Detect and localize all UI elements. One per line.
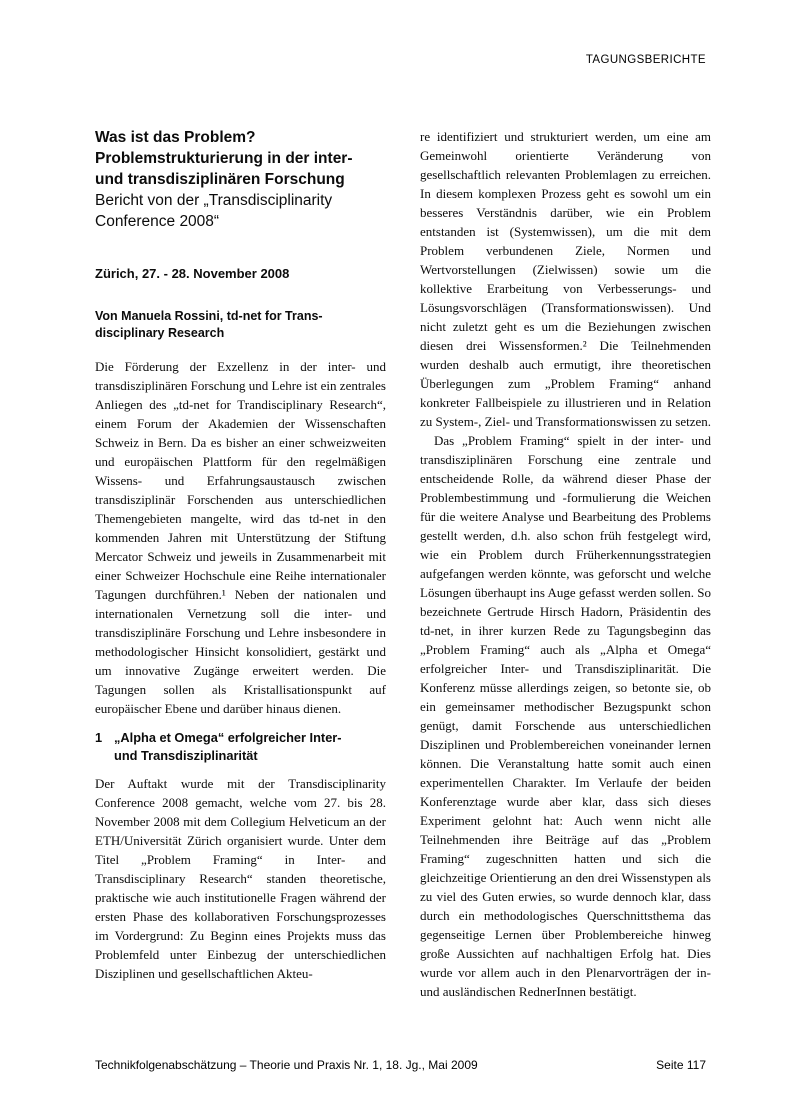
article-subtitle: Bericht von der „Transdisciplinarity Conference 2008“ bbox=[95, 192, 333, 230]
section-heading bbox=[95, 729, 386, 764]
footer-page-number: Seite 117 bbox=[656, 1058, 706, 1072]
intro-paragraph: Die Förderung der Exzellenz in der inter- und transdisziplinären Forschung und Lehre ist ein zentrales Anliegen des „td-net for Trandisciplinary Research“, einem Forum der Akademien der Wissenschaften Schweiz in Bern. Da es bisher an einer schweizweiten und europäischen Plattform für den regelmäßigen Wissens- und Erfahrungsaustausch zwischen transdisziplinär Forschenden aus unterschiedlichen Themengebieten mangelte, wird das td-net in den kommenden Jahren mit Unterstützung der Stiftung Mercator Schweiz und jeweils in Zusammenarbeit mit einer Schweizer Hochschule eine Reihe internationaler Tagungen durchführen.¹ Neben der nationalen und internationalen Vernetzung soll die inter- und transdisziplinäre Forschung und Lehre insbesondere in methodologischer Hinsicht konsolidiert, gestärkt und um innovative Zugänge erweitert werden. Die Tagungen sollen als Kristallisationspunkt auf europäischer Ebene und darüber hinaus dienen. bbox=[95, 359, 386, 716]
right-column bbox=[420, 127, 711, 1001]
page-footer bbox=[95, 1058, 706, 1072]
running-head: TAGUNGSBERICHTE bbox=[585, 54, 706, 66]
section1-paragraph: Der Auftakt wurde mit der Transdisciplinarity Conference 2008 gemacht, welche vom 27. bis 28. November 2008 mit dem Collegium Helveticum an der ETH/Universität Zürich organisiert wurde. Unter dem Titel „Problem Framing“ in Inter- and Transdisciplinary Research“ standen theoretische, praktische wie auch institutionelle Fragen während der ersten Phase des kollaborativen Forschungsprozesses im Vordergrund: Zu Beginn eines Projekts muss das Problemfeld unter Einbezug der unterschiedlichen Disziplinen und gesellschaftlichen Akteu- bbox=[95, 776, 386, 981]
article-content bbox=[95, 127, 711, 1001]
section-number: 1 bbox=[95, 730, 103, 745]
continuation-paragraph: re identifiziert und strukturiert werden, um eine am Gemeinwohl orientierte Veränderung von gesellschaftlich relevanten Problemlagen zu erreichen. In diesem komplexen Prozess geht es sowohl um ein besseres Verständnis darüber, wie ein Problem entstanden ist (Systemwissen), um die mit dem Problem verbundenen Ziele, Normen und Wertvorstellungen (Zielwissen) sowie um die kollektive Erarbeitung von Verbesserungs- und Lösungsvorschlägen (Transformationswissen). Und nicht zuletzt geht es um die Beziehungen zwischen diesen drei Wissensformen.² Die Teilnehmenden wurden deshalb auch ermutigt, ihre theoretischen Überlegungen zum „Problem Framing“ anhand konkreter Fallbeispiele zu illustrieren und in Relation zu System-, Ziel- und Transformationswissen zu setzen. bbox=[420, 129, 712, 429]
author-line: Von Manuela Rossini, td-net for Trans-disciplinary Research bbox=[95, 309, 323, 340]
location-date: Zürich, 27. - 28. November 2008 bbox=[95, 266, 290, 281]
article-title: Was ist das Problem? Problemstrukturierung in der inter- und transdisziplinären Forschung bbox=[95, 129, 353, 188]
left-column bbox=[95, 127, 386, 1001]
section-title: „Alpha et Omega“ erfolgreicher Inter- und Transdisziplinarität bbox=[114, 730, 342, 763]
framing-paragraph: Das „Problem Framing“ spielt in der inter- und transdisziplinären Forschung eine zentrale und entscheidende Rolle, da während dieser Phase der Problembestimmung und -formulierung die Weichen für die weitere Analyse und Bearbeitung des Problems gestellt werden, d.h. also schon früh festgelegt wird, wie ein Problem durch Früherkennungsstrategien aufgefangen werden könnte, was geforscht und welche Lösungen überhaupt ins Auge gefasst werden sollen. So bezeichnete Gertrude Hirsch Hadorn, Präsidentin des td-net, in ihrer kurzen Rede zu Tagungsbeginn das „Problem Framing“ auch als „Alpha et Omega“ erfolgreicher Inter- und Transdisziplinarität. Die Konferenz müsse allerdings zeigen, so betonte sie, ob ein gemeinsamer methodischer Bezugspunkt schon genügt, damit Forschende aus unterschiedlichen Disziplinen und Problembereichen voneinander lernen können. Die Veranstaltung hatte somit auch einen experimentellen Charakter. Im Verlaufe der beiden Konferenztage wurde aber klar, dass sich dieses Experiment gelohnt hat: Auch wenn nicht alle Teilnehmenden ihre Beiträge auf das „Problem Framing“ zugeschnitten hatten und sich die gleichzeitige Orientierung an den drei Wissenstypen als zu viel des Guten erwies, so wurde dennoch klar, dass durch ein methodologisches Querschnittsthema das gegenseitige Lernen über Problembereiche hinweg große Aussichten auf nachhaltigen Erfolg hat. Dies wurde vor allem auch in den Plenarvorträgen der in- und ausländischen RednerInnen bestätigt. bbox=[420, 433, 712, 999]
footer-journal-line: Technikfolgenabschätzung – Theorie und Praxis Nr. 1, 18. Jg., Mai 2009 bbox=[95, 1058, 478, 1072]
